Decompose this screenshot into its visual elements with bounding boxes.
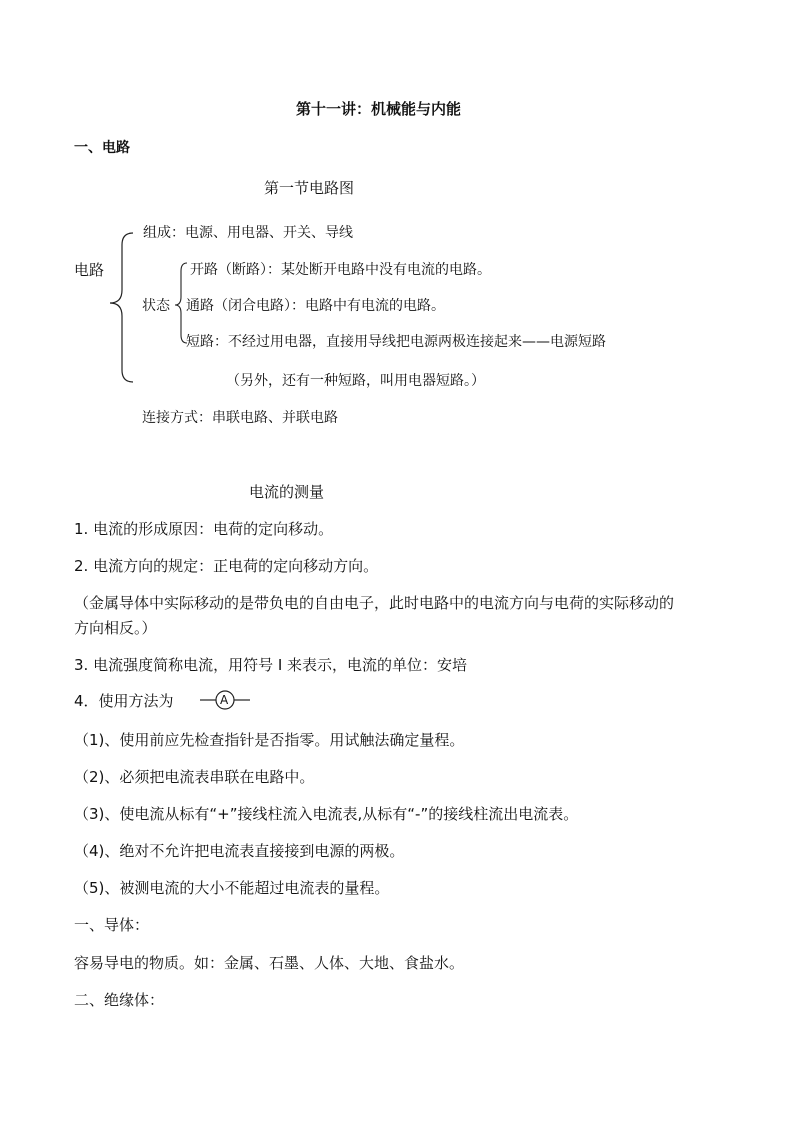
outline-root-label: 电路	[74, 261, 105, 279]
page-title: 第十一讲：机械能与内能	[296, 100, 462, 118]
outline-composition: 组成：电源、用电器、开关、导线	[143, 225, 353, 241]
main-brace	[110, 233, 133, 382]
subsection-circuit-diagram: 第一节电路图	[264, 179, 355, 197]
outline-connection: 连接方式：串联电路、并联电路	[142, 410, 338, 426]
insulator-heading: 二、绝缘体：	[74, 991, 165, 1009]
usage-rule-5: （5)、被测电流的大小不能超过电流表的量程。	[74, 879, 390, 897]
subsection-current-measure: 电流的测量	[249, 483, 325, 501]
outline-state-open: 开路（断路）：某处断开电路中没有电流的电路。	[190, 262, 491, 278]
conductor-heading: 一、导体：	[74, 916, 150, 934]
paragraph-line-1: （金属导体中实际移动的是带负电的自由电子，此时电路中的电流方向与电荷的实际移动的	[74, 594, 675, 612]
outline-note: （另外，还有一种短路，叫用电器短路。）	[226, 373, 485, 389]
outline-state-label: 状态	[142, 298, 170, 314]
usage-rule-1: （1)、使用前应先检查指针是否指零。用试触法确定量程。	[74, 731, 465, 749]
item-4: 4．使用方法为	[74, 692, 174, 710]
usage-rule-4: （4)、绝对不允许把电流表直接接到电源的两极。	[74, 842, 405, 860]
outline-state-short: 短路：不经过用电器，直接用导线把电源两极连接起来——电源短路	[186, 334, 606, 350]
usage-rule-2: （2)、必须把电流表串联在电路中。	[74, 768, 315, 786]
item-1: 1. 电流的形成原因：电荷的定向移动。	[74, 520, 334, 538]
paragraph-line-2: 方向相反。）	[74, 619, 157, 637]
outline-state-closed: 通路（闭合电路）：电路中有电流的电路。	[186, 298, 445, 314]
conductor-text: 容易导电的物质。如：金属、石墨、人体、大地、食盐水。	[74, 954, 465, 972]
section-heading-circuit: 一、电路	[74, 140, 130, 156]
item-2: 2. 电流方向的规定：正电荷的定向移动方向。	[74, 557, 379, 575]
ammeter-letter: A	[220, 693, 229, 707]
usage-rule-3: （3)、使电流从标有“+”接线柱流入电流表,从标有“-”的接线柱流出电流表。	[74, 805, 579, 823]
item-3: 3. 电流强度简称电流，用符号 I 来表示，电流的单位：安培	[74, 656, 468, 674]
